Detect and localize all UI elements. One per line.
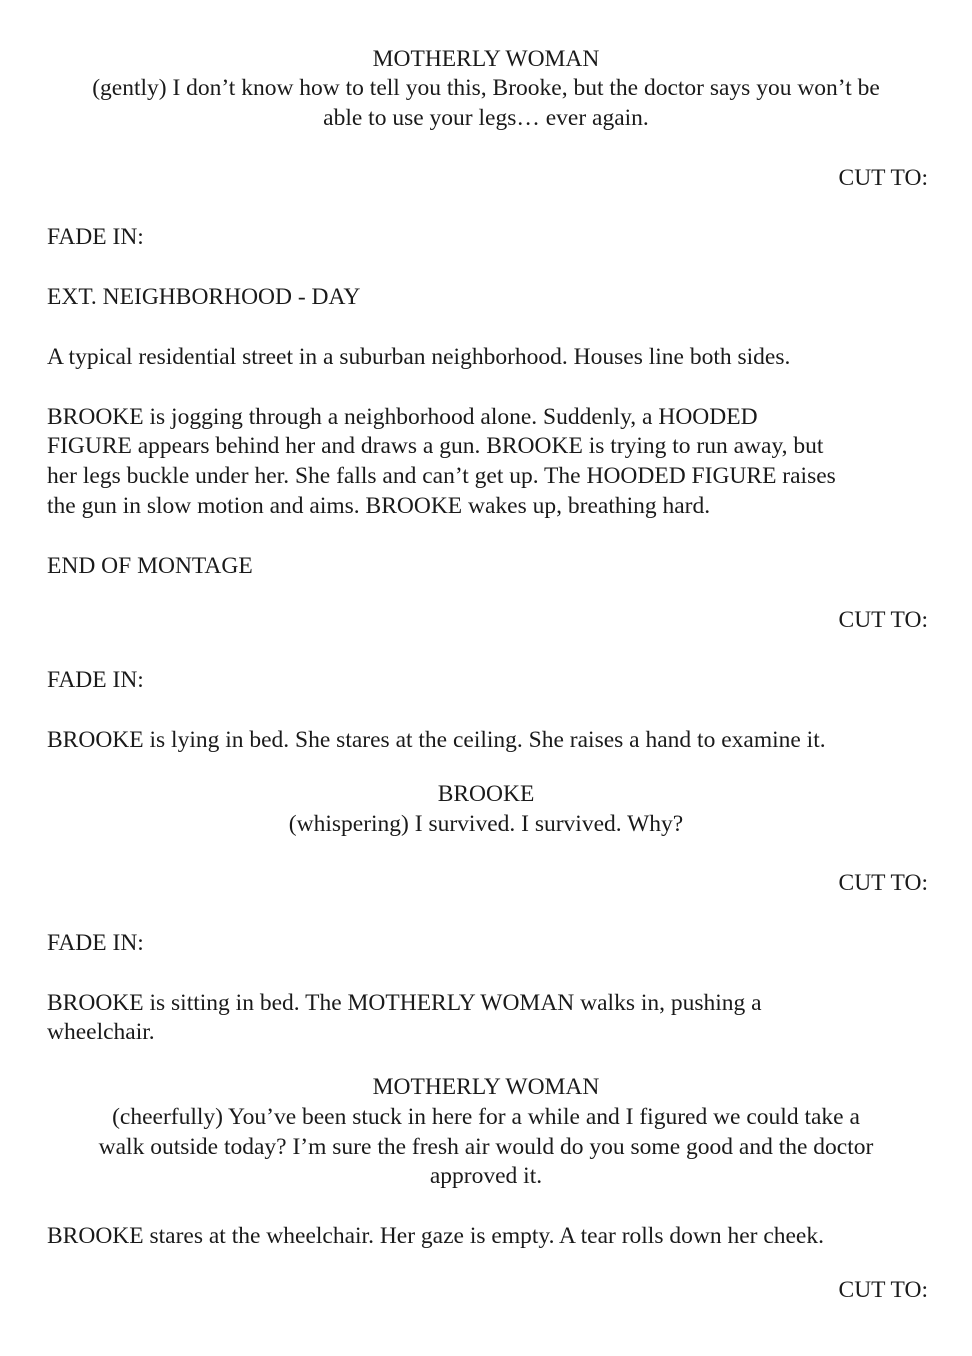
dialogue-line: (cheerfully) You’ve been stuck in here for a while and I figured we could take a	[112, 1104, 860, 1130]
transition: CUT TO:	[838, 870, 928, 896]
action-line: FIGURE appears behind her and draws a gun. BROOKE is trying to run away, but	[47, 433, 824, 459]
action-line: A typical residential street in a suburban neighborhood. Houses line both sides.	[47, 344, 791, 370]
action-line: BROOKE is lying in bed. She stares at the ceiling. She raises a hand to examine it.	[47, 727, 826, 753]
dialogue-line: walk outside today? I’m sure the fresh air would do you some good and the doctor	[98, 1134, 874, 1160]
action-line: her legs buckle under her. She falls and can’t get up. The HOODED FIGURE raises	[47, 463, 836, 489]
action-line: BROOKE stares at the wheelchair. Her gaze is empty. A tear rolls down her cheek.	[47, 1223, 824, 1249]
dialogue-line: (gently) I don’t know how to tell you this, Brooke, but the doctor says you won’t be	[92, 75, 880, 101]
character-name: BROOKE	[437, 781, 535, 807]
transition: CUT TO:	[838, 165, 928, 191]
fade-in: FADE IN:	[47, 224, 144, 250]
dialogue-line: approved it.	[429, 1163, 543, 1189]
action-line: BROOKE is sitting in bed. The MOTHERLY WOMAN walks in, pushing a	[47, 990, 762, 1016]
scene-heading: EXT. NEIGHBORHOOD - DAY	[47, 284, 361, 310]
fade-in: FADE IN:	[47, 667, 144, 693]
fade-in: FADE IN:	[47, 930, 144, 956]
transition: CUT TO:	[838, 607, 928, 633]
dialogue-line: able to use your legs… ever again.	[323, 105, 649, 131]
dialogue-line: (whispering) I survived. I survived. Why?	[288, 811, 684, 837]
action-line: BROOKE is jogging through a neighborhood alone. Suddenly, a HOODED	[47, 404, 758, 430]
transition: CUT TO:	[838, 1277, 928, 1303]
action-line: wheelchair.	[47, 1019, 155, 1045]
character-name: MOTHERLY WOMAN	[372, 1074, 600, 1100]
end-of-montage: END OF MONTAGE	[47, 553, 253, 579]
action-line: the gun in slow motion and aims. BROOKE wakes up, breathing hard.	[47, 493, 711, 519]
character-name: MOTHERLY WOMAN	[372, 46, 600, 72]
